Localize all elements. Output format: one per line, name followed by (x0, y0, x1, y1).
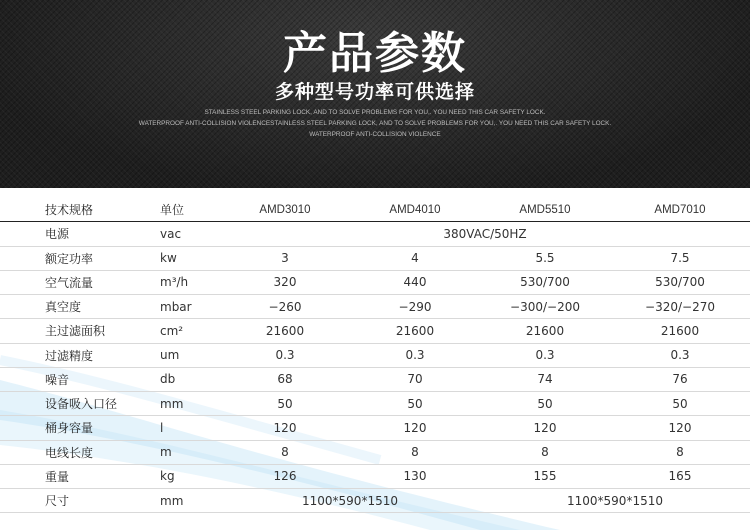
english-caption-line: STAINLESS STEEL PARKING LOCK, AND TO SOLVE PROBLEMS FOR YOU,. YOU NEED THIS CAR SAFETY LOCK. (204, 109, 546, 116)
spec-value: 165 (610, 464, 750, 488)
page-subtitle: 多种型号功率可供选择 (274, 81, 475, 103)
spec-value: 68 (220, 367, 350, 391)
table-row (0, 416, 750, 440)
header-spec: 技术规格 (0, 198, 145, 222)
table-row (0, 367, 750, 391)
spec-table (0, 198, 750, 513)
spec-value: −260 (220, 295, 350, 319)
spec-value: −290 (350, 295, 480, 319)
spec-name: 桶身容量 (0, 416, 145, 440)
spec-name: 设备吸入口径 (0, 392, 145, 416)
spec-value: 5.5 (480, 246, 610, 270)
spec-value: 50 (350, 392, 480, 416)
spec-value: 4 (350, 246, 480, 270)
spec-value: 120 (350, 416, 480, 440)
spec-value: 21600 (350, 319, 480, 343)
spec-unit: l (145, 416, 220, 440)
spec-value-pair: 1100*590*1510 (220, 489, 480, 513)
spec-value: 8 (480, 440, 610, 464)
spec-value: 155 (480, 464, 610, 488)
spec-value: 0.3 (480, 343, 610, 367)
spec-value: 76 (610, 367, 750, 391)
table-row (0, 295, 750, 319)
spec-name: 重量 (0, 464, 145, 488)
spec-unit: mbar (145, 295, 220, 319)
spec-value: 8 (220, 440, 350, 464)
spec-name: 尺寸 (0, 489, 145, 513)
spec-unit: mm (145, 489, 220, 513)
spec-name: 噪音 (0, 367, 145, 391)
spec-value: 21600 (610, 319, 750, 343)
spec-unit: kw (145, 246, 220, 270)
spec-value: 0.3 (610, 343, 750, 367)
table-row (0, 464, 750, 488)
spec-value: 120 (220, 416, 350, 440)
spec-unit: m³/h (145, 270, 220, 294)
spec-value-pair: 1100*590*1510 (480, 489, 750, 513)
spec-value: 0.3 (220, 343, 350, 367)
table-row (0, 246, 750, 270)
spec-name: 过滤精度 (0, 343, 145, 367)
table-row (0, 343, 750, 367)
table-header-row (0, 198, 750, 222)
header-model: AMD5510 (480, 198, 610, 222)
spec-value: 50 (480, 392, 610, 416)
spec-name: 额定功率 (0, 246, 145, 270)
spec-value: 320 (220, 270, 350, 294)
spec-name: 空气流量 (0, 270, 145, 294)
spec-value: 70 (350, 367, 480, 391)
spec-value: 8 (350, 440, 480, 464)
spec-value: 21600 (480, 319, 610, 343)
spec-value: 130 (350, 464, 480, 488)
spec-value: 50 (610, 392, 750, 416)
spec-unit: db (145, 367, 220, 391)
spec-value: 120 (480, 416, 610, 440)
header-banner (0, 0, 750, 188)
page-title: 产品参数 (283, 28, 467, 79)
spec-value: 50 (220, 392, 350, 416)
table-row (0, 392, 750, 416)
header-model: AMD4010 (350, 198, 480, 222)
spec-name: 真空度 (0, 295, 145, 319)
spec-value: 8 (610, 440, 750, 464)
header-model: AMD3010 (220, 198, 350, 222)
spec-unit: m (145, 440, 220, 464)
spec-value: 126 (220, 464, 350, 488)
english-caption-line: WATERPROOF ANTI-COLLISION VIOLENCE (309, 131, 441, 138)
table-row (0, 270, 750, 294)
spec-value: 530/700 (480, 270, 610, 294)
spec-unit: kg (145, 464, 220, 488)
header-model: AMD7010 (610, 198, 750, 222)
spec-value: 7.5 (610, 246, 750, 270)
table-row (0, 319, 750, 343)
spec-value-merged: 380VAC/50HZ (220, 222, 750, 246)
spec-value: 120 (610, 416, 750, 440)
spec-value: 0.3 (350, 343, 480, 367)
spec-name: 电线长度 (0, 440, 145, 464)
header-unit: 单位 (145, 198, 220, 222)
table-row (0, 222, 750, 246)
spec-unit: um (145, 343, 220, 367)
spec-unit: cm² (145, 319, 220, 343)
spec-value: 21600 (220, 319, 350, 343)
spec-name: 主过滤面积 (0, 319, 145, 343)
spec-value: 530/700 (610, 270, 750, 294)
spec-value: 3 (220, 246, 350, 270)
spec-value: −300/−200 (480, 295, 610, 319)
english-caption-line: WATERPROOF ANTI-COLLISION VIOLENCESTAINLESS STEEL PARKING LOCK, AND TO SOLVE PROBLEMS FOR YOU,. YOU NEED THIS CAR SAFETY LOCK. (138, 120, 612, 127)
spec-unit: vac (145, 222, 220, 246)
spec-value: 440 (350, 270, 480, 294)
table-row (0, 489, 750, 513)
spec-name: 电源 (0, 222, 145, 246)
spec-value: 74 (480, 367, 610, 391)
table-row (0, 440, 750, 464)
spec-value: −320/−270 (610, 295, 750, 319)
spec-unit: mm (145, 392, 220, 416)
